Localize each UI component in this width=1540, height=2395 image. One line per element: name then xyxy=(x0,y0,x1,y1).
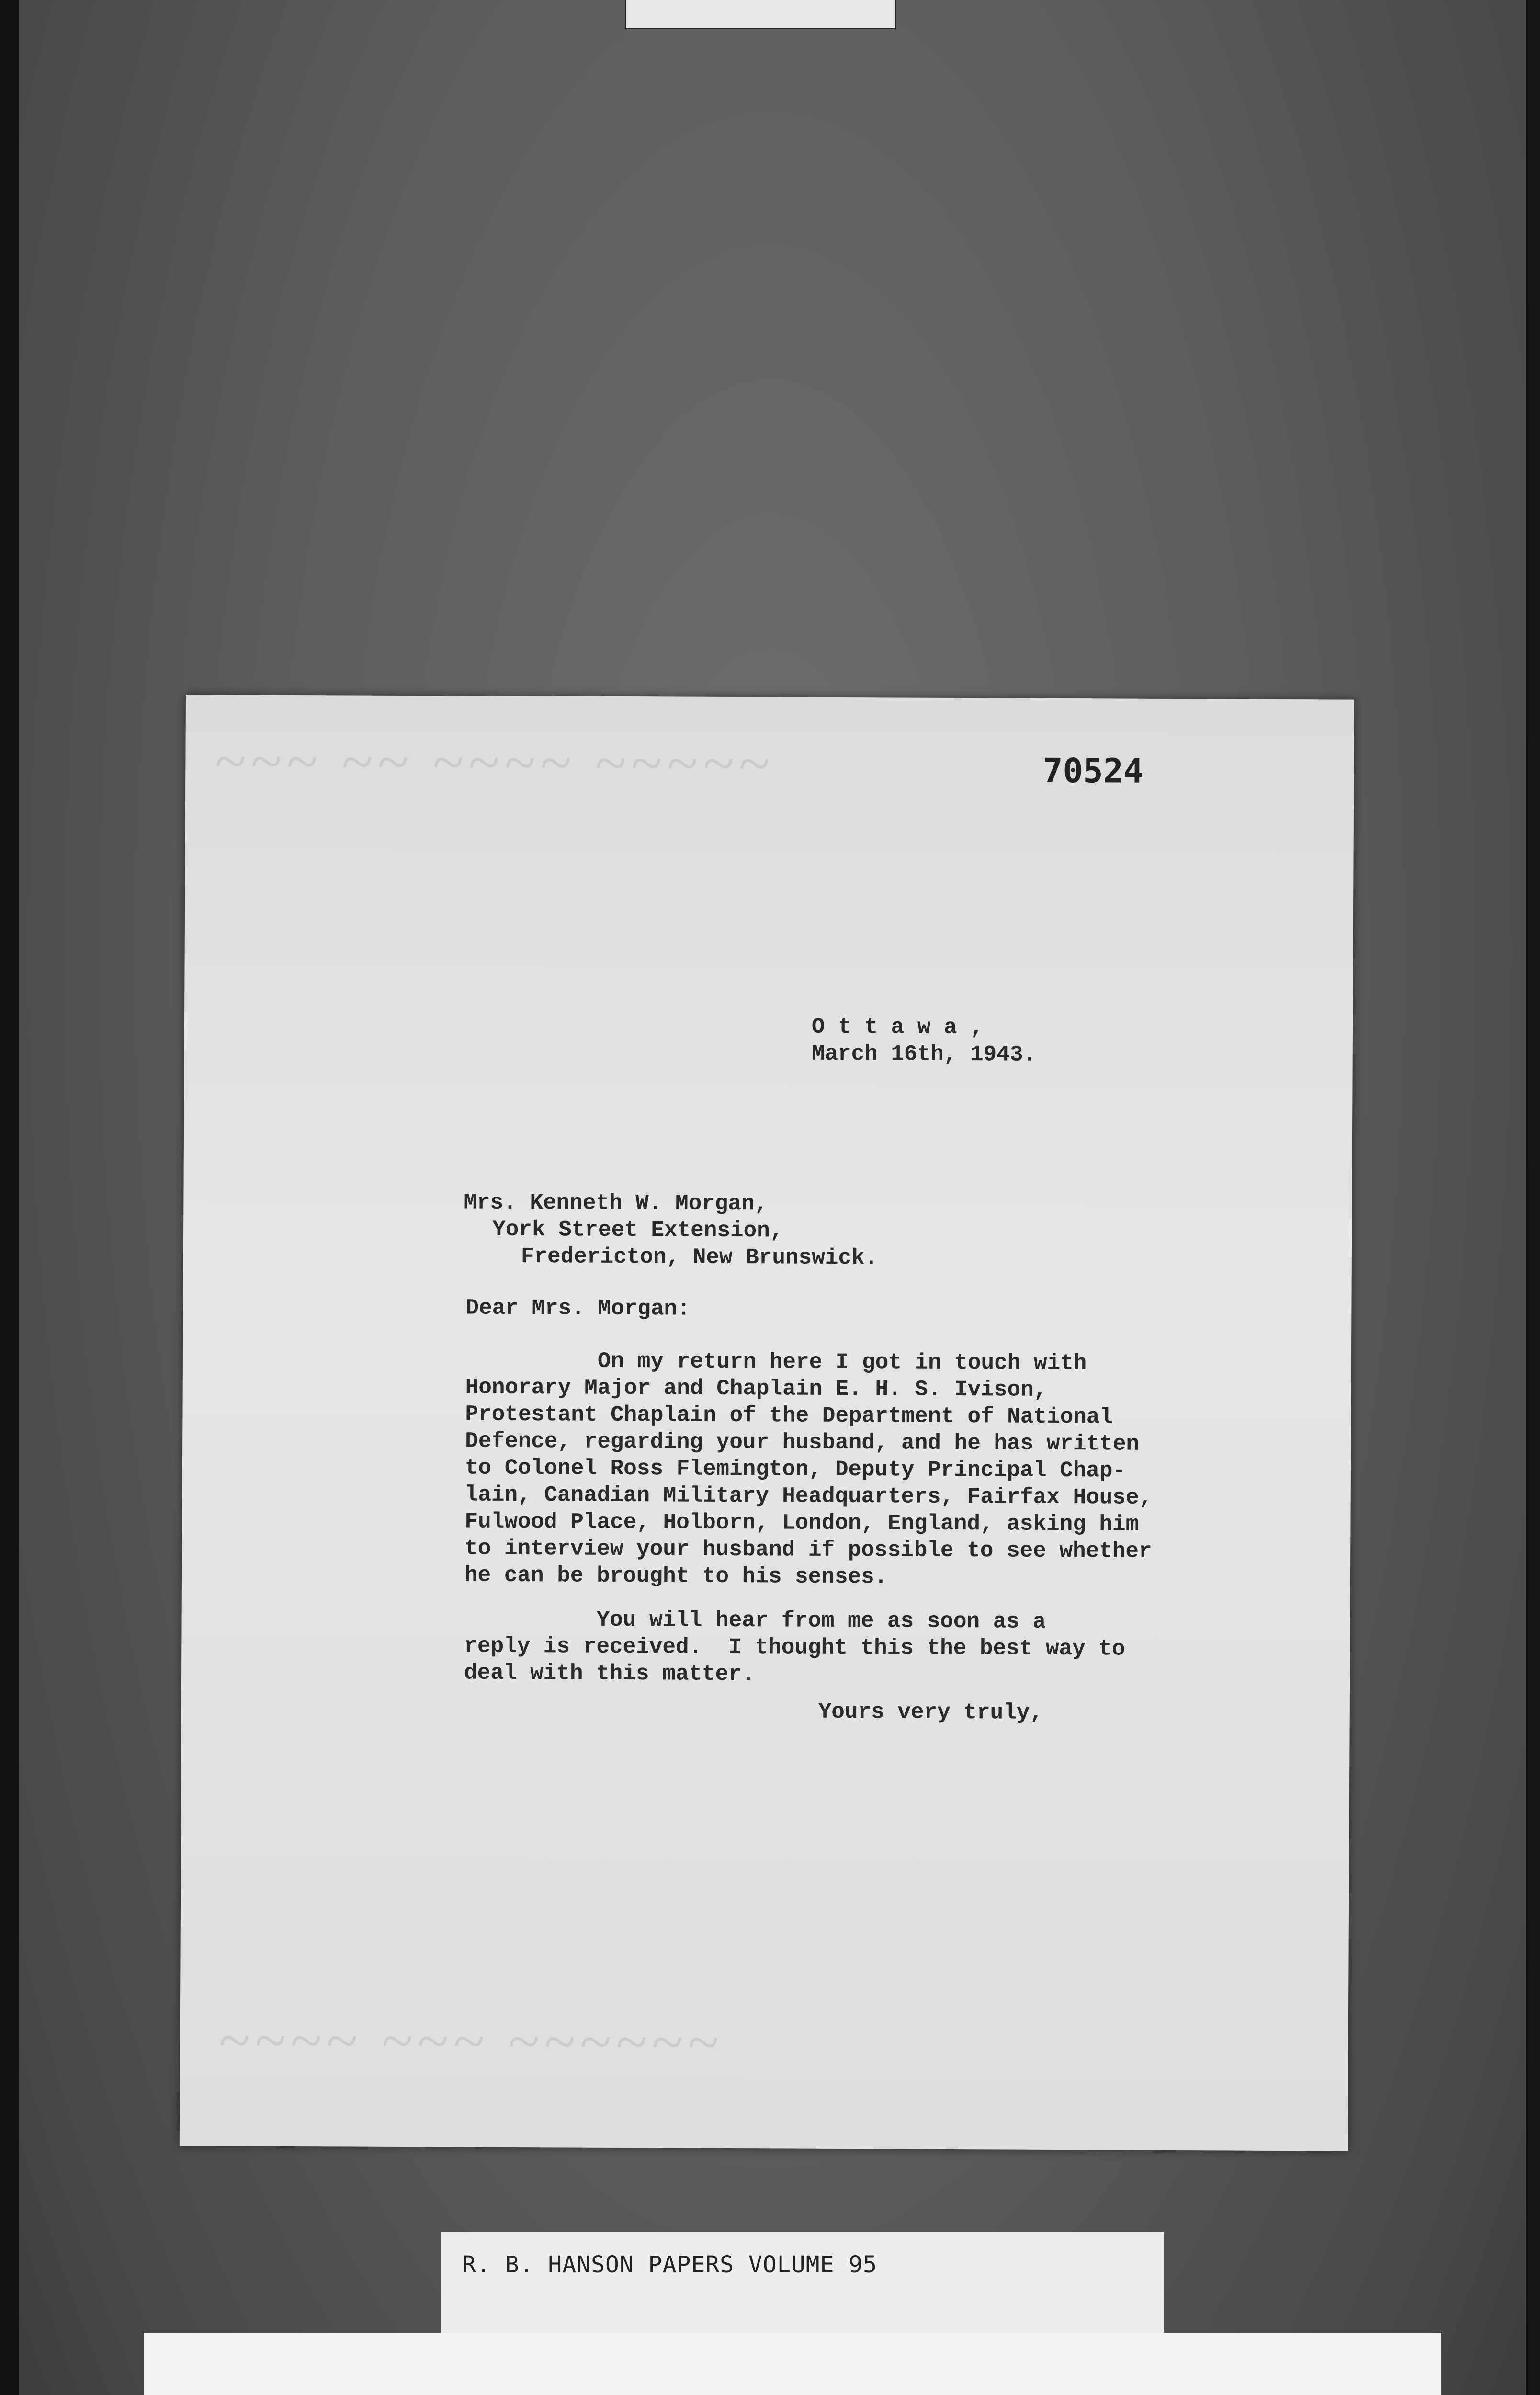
letter-date: March 16th, 1943. xyxy=(811,1041,1037,1067)
paragraph-line: You will hear from me as soon as a xyxy=(464,1607,1046,1634)
show-through-bottom: ~~~~ ~~~ ~~~~~~ xyxy=(218,2008,724,2074)
paragraph-line: he can be brought to his senses. xyxy=(464,1562,888,1590)
paragraph-line: reply is received. I thought this the best way to xyxy=(464,1633,1125,1662)
letter-page xyxy=(180,695,1354,2151)
letter-paragraph-2 xyxy=(464,1606,1125,1689)
archives-card xyxy=(144,2333,1441,2395)
recipient-name: Mrs. Kenneth W. Morgan, xyxy=(464,1190,768,1217)
volume-label xyxy=(441,2232,1164,2333)
volume-label-text: R. B. HANSON PAPERS VOLUME 95 xyxy=(462,2251,878,2278)
paragraph-line: deal with this matter. xyxy=(464,1660,755,1687)
paragraph-line: Protestant Chaplain of the Department of National xyxy=(465,1402,1113,1430)
film-edge-left xyxy=(0,0,19,2395)
closing: Yours very truly, xyxy=(818,1699,1043,1725)
paragraph-line: lain, Canadian Military Headquarters, Fairfax House, xyxy=(464,1482,1153,1510)
show-through-top: ~~~ ~~ ~~~~ ~~~~~ xyxy=(214,729,774,796)
paragraph-line: Defence, regarding your husband, and he has written xyxy=(465,1428,1140,1457)
document-number: 70524 xyxy=(1042,751,1144,791)
paragraph-line: to Colonel Ross Flemington, Deputy Principal Chap- xyxy=(464,1455,1126,1483)
paragraph-line: to interview your husband if possible to see whether xyxy=(464,1536,1152,1564)
recipient-street: York Street Extension, xyxy=(492,1217,783,1243)
paragraph-line: On my return here I got in touch with xyxy=(465,1348,1087,1376)
letter-paragraph-1 xyxy=(464,1347,1153,1592)
salutation: Dear Mrs. Morgan: xyxy=(465,1295,691,1322)
paragraph-line: Honorary Major and Chaplain E. H. S. Ivison, xyxy=(465,1375,1047,1403)
film-edge-right xyxy=(1526,0,1540,2395)
top-paper-tab xyxy=(625,0,896,29)
paragraph-line: Fulwood Place, Holborn, London, England, asking him xyxy=(464,1509,1139,1537)
letter-place: O t t a w a , xyxy=(811,1014,984,1040)
recipient-city: Fredericton, New Brunswick. xyxy=(521,1244,878,1271)
